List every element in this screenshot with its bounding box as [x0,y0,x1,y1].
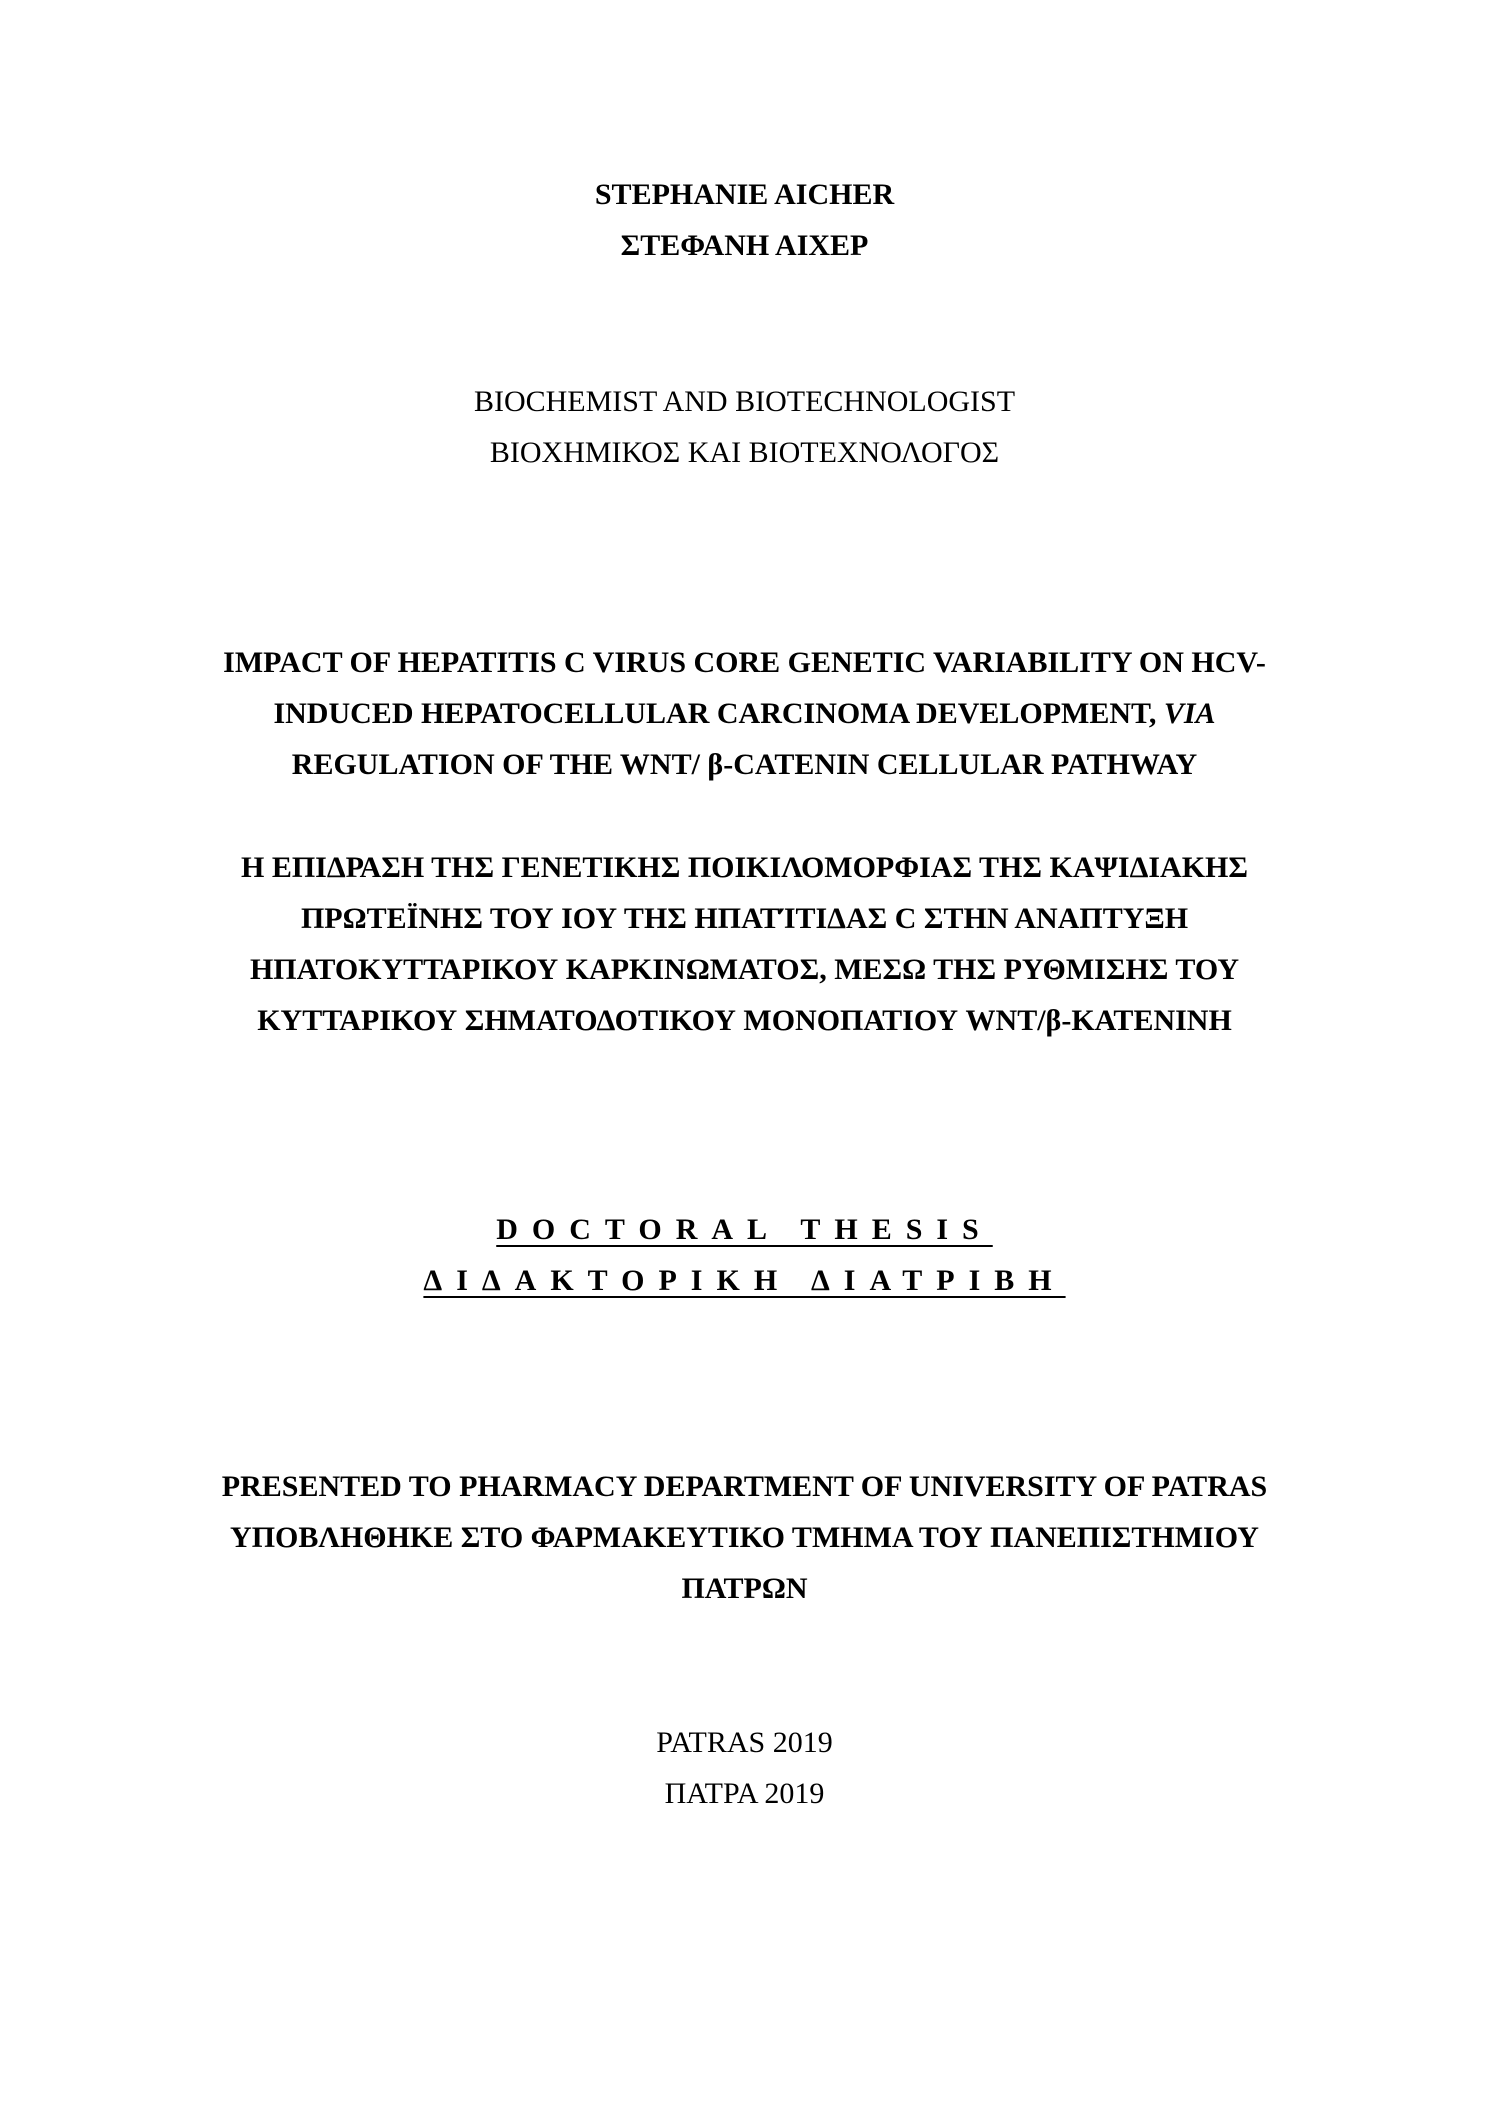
presented-gr-line-1: ΥΠΟΒΛΗΘΗΚΕ ΣΤΟ ΦΑΡΜΑΚΕΥΤΙΚΟ ΤΜΗΜΑ ΤΟΥ ΠΑΝΕΠΙΣΤΗΜΙΟΥ [230,1521,1259,1554]
title-gr-line-3: ΗΠΑΤΟΚΥΤΤΑΡΙΚΟΥ ΚΑΡΚΙΝΩΜΑΤΟΣ, ΜΕΣΩ ΤΗΣ ΡΥΘΜΙΣΗΣ ΤΟΥ [249,953,1240,986]
thesis-type-block [0,1204,1489,1306]
thesis-title-gr [0,842,1489,1046]
title-en-line-1: IMPACT OF HEPATITIS C VIRUS CORE GENETIC VARIABILITY ON HCV- [223,646,1266,679]
place-date-block [0,1717,1489,1819]
profession-gr: ΒΙΟΧΗΜΙΚΟΣ ΚΑΙ ΒΙΟΤΕΧΝΟΛΟΓΟΣ [489,436,1000,469]
thesis-type-en: DOCTORAL THESIS [496,1213,993,1246]
author-name-en: STEPHANIE AICHER [594,178,895,211]
presented-en: PRESENTED TO PHARMACY DEPARTMENT OF UNIVERSITY OF PATRAS [221,1470,1268,1503]
thesis-type-gr: ΔΙΔΑΚΤΟΡΙΚΗ ΔΙΑΤΡΙΒΗ [423,1264,1066,1297]
author-name-gr: ΣΤΕΦΑΝΗ ΑΙΧΕΡ [620,229,869,262]
place-date-en: PATRAS 2019 [656,1726,833,1759]
thesis-title-en [0,637,1489,790]
author-block [0,169,1489,271]
title-gr-line-1: Η ΕΠΙΔΡΑΣΗ ΤΗΣ ΓΕΝΕΤΙΚΗΣ ΠΟΙΚΙΛΟΜΟΡΦΙΑΣ ΤΗΣ ΚΑΨΙΔΙΑΚΗΣ [240,851,1249,884]
title-en-line-2-text: INDUCED HEPATOCELLULAR CARCINOMA DEVELOPMENT, [273,697,1164,730]
profession-en: BIOCHEMIST AND BIOTECHNOLOGIST [473,385,1016,418]
title-gr-line-2: ΠΡΩΤΕΪΝΗΣ ΤΟΥ ΙΟΥ ΤΗΣ ΗΠΑΤΊΤΙΔΑΣ C ΣΤΗΝ ΑΝΑΠΤΥΞΗ [300,902,1189,935]
profession-block [0,376,1489,478]
place-date-gr: ΠΑΤΡΑ 2019 [664,1777,825,1810]
presented-block [0,1461,1489,1614]
presented-gr-line-2: ΠΑΤΡΩΝ [681,1572,808,1605]
title-en-line-2 [0,688,1489,739]
title-gr-line-4: ΚΥΤΤΑΡΙΚΟΥ ΣΗΜΑΤΟΔΟΤΙΚΟΥ ΜΟΝΟΠΑΤΙΟΥ WNT/β-ΚΑΤΕΝΙΝΗ [257,1004,1232,1037]
title-en-line-2-italic: VIA [1163,697,1216,730]
title-en-line-3: REGULATION OF THE WNT/ β-CATENIN CELLULAR PATHWAY [291,748,1198,781]
thesis-type-en-line [0,1204,1489,1255]
thesis-type-gr-line [0,1255,1489,1306]
